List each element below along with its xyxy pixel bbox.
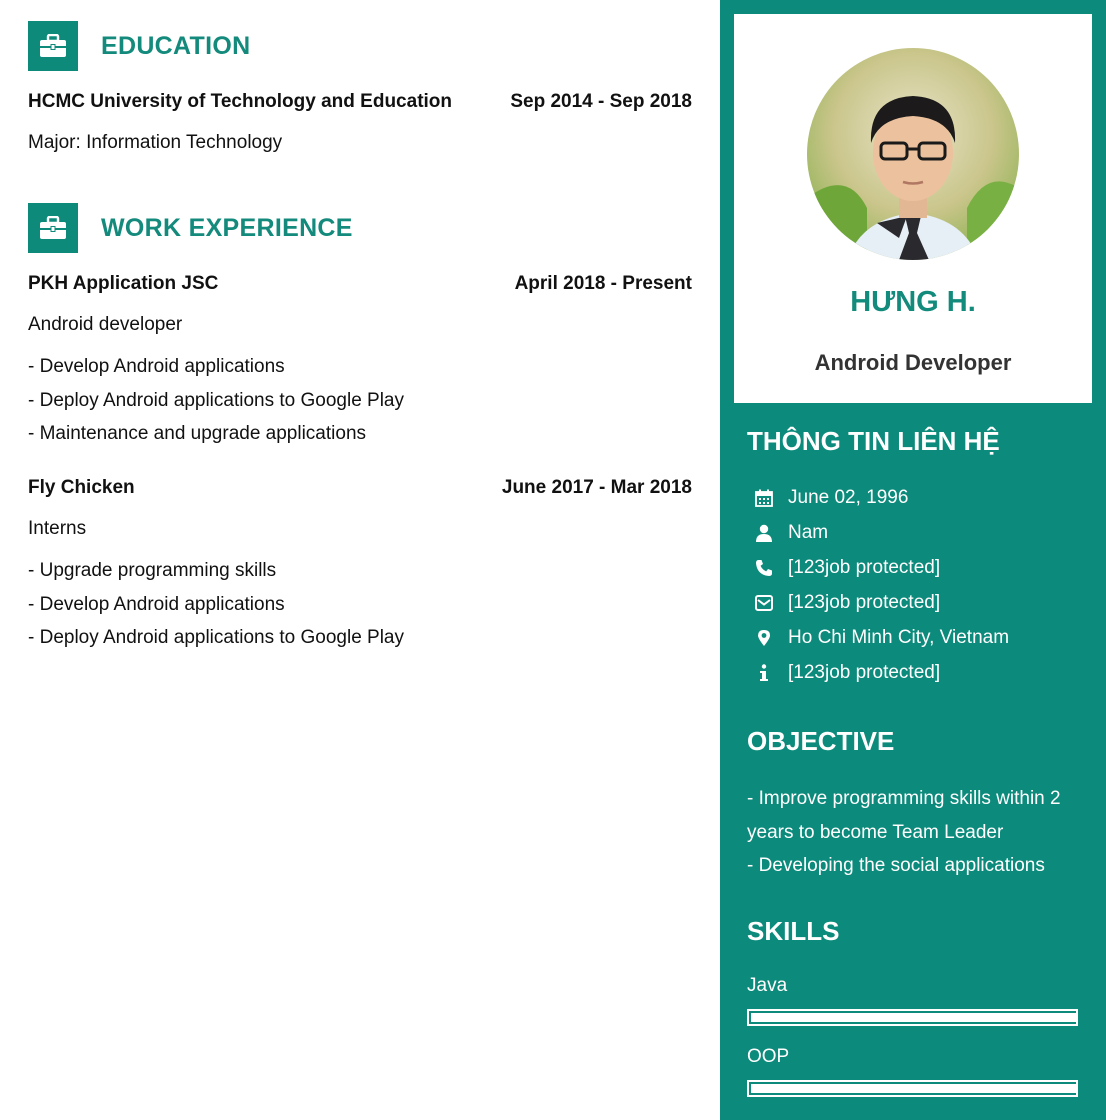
contact-title: THÔNG TIN LIÊN HỆ — [747, 426, 1000, 456]
skill-bar-fill — [751, 1084, 881, 1093]
calendar-icon — [753, 487, 775, 509]
job-task: - Maintenance and upgrade applications — [28, 423, 367, 444]
contact-item — [753, 585, 1093, 620]
sidebar — [720, 0, 1106, 1120]
objective-title: OBJECTIVE — [747, 726, 895, 756]
envelope-icon — [753, 592, 775, 614]
skills-title: SKILLS — [747, 916, 840, 946]
job-period: April 2018 - Present — [514, 273, 692, 294]
user-icon — [753, 522, 775, 544]
objective-text — [747, 782, 1087, 883]
job-role: Interns — [28, 518, 87, 539]
skill-bar — [747, 1009, 1078, 1026]
job-task: - Deploy Android applications to Google Play — [28, 627, 405, 648]
contact-text: [123job protected] — [788, 661, 941, 683]
briefcase-icon — [28, 203, 78, 253]
profile-name: HƯNG H. — [850, 286, 976, 318]
phone-icon — [753, 557, 775, 579]
work-title: WORK EXPERIENCE — [101, 213, 353, 242]
contact-text: Ho Chi Minh City, Vietnam — [788, 626, 1010, 648]
job-period: June 2017 - Mar 2018 — [501, 477, 692, 498]
education-period: Sep 2014 - Sep 2018 — [510, 91, 692, 112]
contact-text: [123job protected] — [788, 591, 941, 613]
company-name: PKH Application JSC — [28, 273, 219, 294]
job-row — [28, 477, 692, 499]
skill-name: Java — [747, 975, 788, 996]
objective-line: - Developing the social applications — [747, 855, 1045, 876]
contact-item — [753, 480, 1093, 515]
skill-name: OOP — [747, 1046, 790, 1067]
briefcase-icon — [28, 21, 78, 71]
skill-bar-track — [749, 1011, 1076, 1024]
contact-item — [753, 550, 1093, 585]
skill-bar — [747, 1080, 1078, 1097]
job-row — [28, 273, 692, 295]
work-header — [28, 203, 353, 253]
skill-bar-track — [749, 1082, 1076, 1095]
job-task: - Upgrade programming skills — [28, 560, 277, 581]
education-major: Major: Information Technology — [28, 132, 283, 153]
job-task: - Deploy Android applications to Google Play — [28, 390, 405, 411]
school-name: HCMC University of Technology and Education — [28, 91, 453, 112]
contact-text: June 02, 1996 — [788, 486, 909, 508]
education-row — [28, 91, 692, 113]
contact-item — [753, 515, 1093, 550]
objective-line: - Improve programming skills within 2 years to become Team Leader — [747, 788, 1061, 843]
profile-role: Android Developer — [814, 350, 1012, 375]
job-role: Android developer — [28, 314, 183, 335]
education-title: EDUCATION — [101, 31, 251, 60]
info-icon — [753, 662, 775, 684]
contact-item — [753, 620, 1093, 655]
contact-item — [753, 655, 1093, 690]
profile-card — [734, 14, 1092, 403]
contact-text: [123job protected] — [788, 556, 941, 578]
contact-text: Nam — [788, 521, 829, 543]
job-task: - Develop Android applications — [28, 356, 285, 377]
skill-bar-fill — [751, 1013, 881, 1022]
education-header — [28, 21, 250, 71]
contact-list — [753, 480, 1093, 690]
job-task: - Develop Android applications — [28, 594, 285, 615]
map-pin-icon — [753, 627, 775, 649]
company-name: Fly Chicken — [28, 477, 135, 498]
avatar — [807, 48, 1019, 260]
